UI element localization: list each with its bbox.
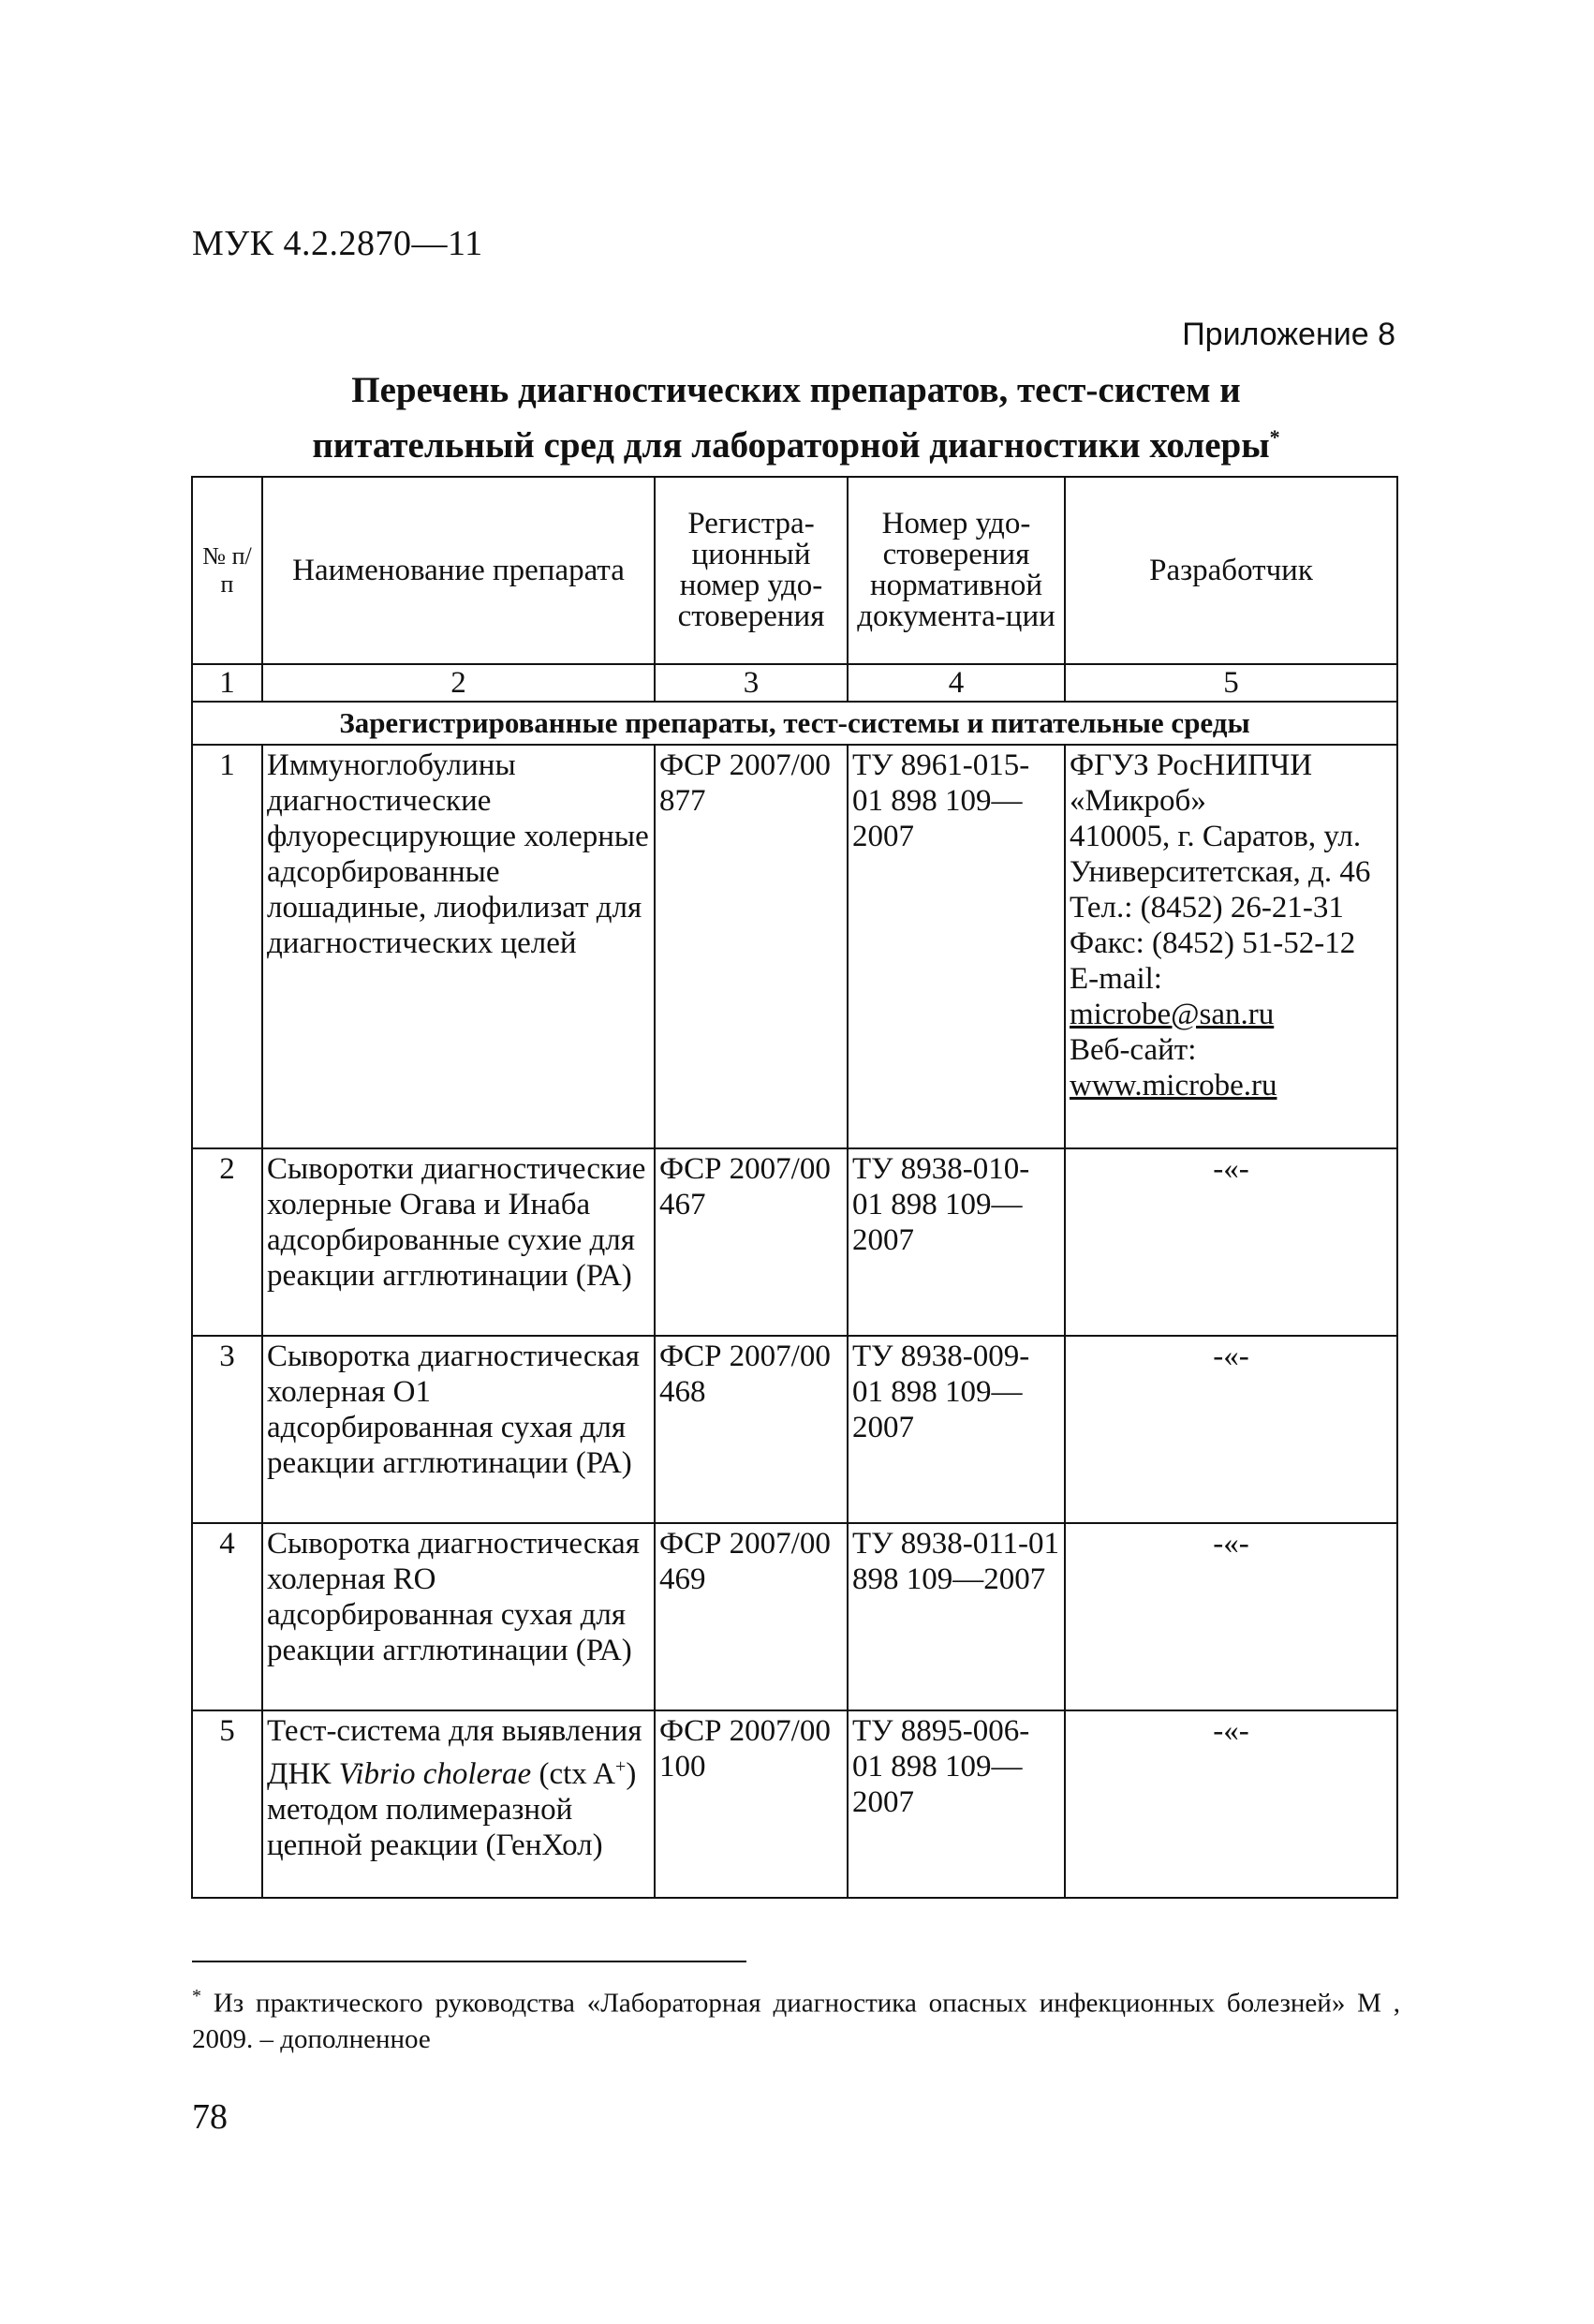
column-number: 2 [262,664,655,702]
column-number: 5 [1065,664,1397,702]
developer-web-link[interactable]: www.microbe.ru [1070,1069,1277,1103]
header-reg: Регистра-ционный номер удо-стоверения [655,477,848,664]
row-number: 4 [192,1523,262,1710]
column-number: 3 [655,664,848,702]
header-name: Наименование препарата [262,477,655,664]
title-footnote-marker: * [1269,425,1280,449]
row-reg: ФСР 2007/00 469 [655,1523,848,1710]
row-norm: ТУ 8938-010-01 898 109—2007 [848,1148,1065,1336]
column-number: 1 [192,664,262,702]
row-developer [1065,745,1397,1148]
row-name: Сыворотки диагностические холерные Огава и Инаба адсорбированные сухие для реакции агглютинации (РА) [262,1148,655,1336]
developer-fax: Факс: (8452) 51-52-12 [1070,926,1356,960]
row-reg: ФСР 2007/00 100 [655,1710,848,1898]
section-row [192,702,1397,745]
row-number: 5 [192,1710,262,1898]
table-row [192,1148,1397,1336]
row-name-post: методом полимеразной цепной реакции (ГенХол) [267,1793,603,1862]
appendix-label: Приложение 8 [1182,317,1395,352]
row-developer-ditto: -«- [1065,1148,1397,1336]
table-row [192,1336,1397,1523]
row-name-gene-sup: + [615,1756,627,1777]
table-row [192,745,1397,1148]
row-number: 3 [192,1336,262,1523]
row-norm: ТУ 8938-011-01 898 109—2007 [848,1523,1065,1710]
row-reg: ФСР 2007/00 467 [655,1148,848,1336]
row-developer-ditto: -«- [1065,1336,1397,1523]
preparations-table [191,476,1398,1899]
row-norm: ТУ 8895-006-01 898 109—2007 [848,1710,1065,1898]
title-line-1: Перечень диагностических препаратов, тест-систем и [351,370,1241,410]
page-number: 78 [192,2097,228,2137]
header-dev: Разработчик [1065,477,1397,664]
row-reg: ФСР 2007/00 468 [655,1336,848,1523]
footnote-divider [192,1961,746,1962]
table-row [192,1523,1397,1710]
footnote-marker: * [192,1986,201,2006]
table-row [192,1710,1397,1898]
developer-org: ФГУЗ РосНИПЧИ «Микроб» [1070,748,1313,818]
title-line-2 [192,414,1400,469]
row-name: Иммуноглобулины диагностические флуоресцирующие холерные адсорбированные лошадиные, лиофилизат для диагностических целей [262,745,655,1148]
header-row [192,477,1397,664]
section-heading: Зарегистрированные препараты, тест-системы и питательные среды [192,702,1397,745]
row-name-species: Vibrio cholerae [338,1757,532,1791]
row-number: 1 [192,745,262,1148]
row-number: 2 [192,1148,262,1336]
row-name-gene: (ctx A [539,1757,616,1791]
footnote-text: Из практического руководства «Лабораторная диагностика опасных инфекционных болезней» М , 2009. – дополненное [192,1988,1400,2054]
row-name [262,1710,655,1898]
row-name: Сыворотка диагностическая холерная O1 адсорбированная сухая для реакции агглютинации (РА) [262,1336,655,1523]
header-norm: Номер удо-стоверения нормативной документа-ции [848,477,1065,664]
page-title [192,367,1400,469]
row-developer-ditto: -«- [1065,1523,1397,1710]
row-norm: ТУ 8938-009-01 898 109—2007 [848,1336,1065,1523]
row-name-pre: Тест-система для выявления ДНК [267,1714,642,1791]
document-code: МУК 4.2.2870—11 [192,224,483,263]
row-reg: ФСР 2007/00 877 [655,745,848,1148]
row-developer-ditto: -«- [1065,1710,1397,1898]
developer-email-label: E-mail: [1070,962,1162,996]
developer-address: 410005, г. Саратов, ул. Университетская, д. 46 [1070,820,1371,889]
row-norm: ТУ 8961-015-01 898 109—2007 [848,745,1065,1148]
row-name-gene-close: ) [626,1757,637,1791]
row-name: Сыворотка диагностическая холерная RO адсорбированная сухая для реакции агглютинации (РА) [262,1523,655,1710]
title-line-2-text: питательный сред для лабораторной диагностики холеры [312,425,1270,466]
column-numbers-row [192,664,1397,702]
developer-web-label: Веб-сайт: [1070,1033,1197,1067]
column-number: 4 [848,664,1065,702]
developer-email-link[interactable]: microbe@san.ru [1070,998,1275,1031]
footnote [192,1978,1400,2057]
header-num: № п/п [192,477,262,664]
developer-phone: Тел.: (8452) 26-21-31 [1070,891,1344,925]
